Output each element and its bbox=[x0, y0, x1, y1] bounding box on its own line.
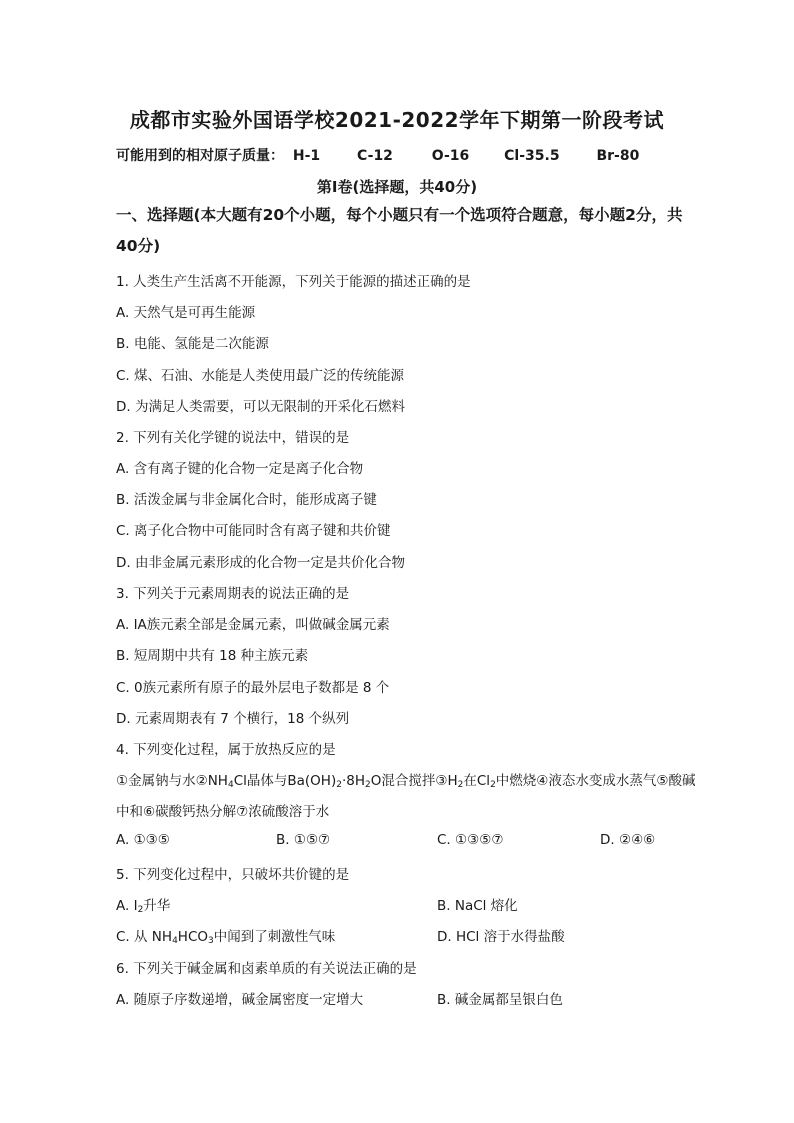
question-1-stem: 1. 人类生产生活离不开能源，下列关于能源的描述正确的是 bbox=[116, 274, 471, 290]
question-4-option-c: C. ①③⑤⑦ bbox=[437, 832, 504, 848]
question-5-option-b: B. NaCl 熔化 bbox=[437, 898, 518, 914]
question-1-option-b: B. 电能、氢能是二次能源 bbox=[116, 336, 269, 352]
question-5-stem: 5. 下列变化过程中，只破坏共价键的是 bbox=[116, 867, 350, 883]
question-3-stem: 3. 下列关于元素周期表的说法正确的是 bbox=[116, 586, 350, 602]
question-4-option-a: A. ①③⑤ bbox=[116, 832, 170, 848]
question-1-option-c: C. 煤、石油、水能是人类使用最广泛的传统能源 bbox=[116, 368, 405, 384]
question-4-items-line-1: ①金属钠与水$②NH_4Cl$晶体与$Ba(OH)_2\cdot 8H_2O$混合搅拌$③H_2$在$Cl_2$中燃烧④液态水变成水蒸气⑤酸碱 bbox=[116, 773, 696, 790]
question-6-option-a: A. 随原子序数递增，碱金属密度一定增大 bbox=[116, 992, 364, 1008]
question-3-option-a: A. IA族元素全部是金属元素，叫做碱金属元素 bbox=[116, 617, 390, 633]
question-3-option-b: B. 短周期中共有 18 种主族元素 bbox=[116, 648, 309, 664]
mass-h: H-1 bbox=[292, 148, 321, 164]
atomic-masses-line bbox=[116, 145, 639, 165]
mass-br: Br-80 bbox=[596, 148, 640, 164]
question-2-option-a: A. 含有离子键的化合物一定是离子化合物 bbox=[116, 461, 364, 477]
mass-c: C-12 bbox=[357, 148, 393, 164]
question-2-option-b: B. 活泼金属与非金属化合时，能形成离子键 bbox=[116, 492, 377, 508]
question-2-option-c: C. 离子化合物中可能同时含有离子键和共价键 bbox=[116, 523, 391, 539]
question-1-option-d: D. 为满足人类需要，可以无限制的开采化石燃料 bbox=[116, 399, 405, 415]
question-4-stem: 4. 下列变化过程，属于放热反应的是 bbox=[116, 742, 336, 758]
question-5-option-a: A. $I_2$升华 bbox=[116, 898, 171, 915]
question-3-option-d: D. 元素周期表有 7 个横行，18 个纵列 bbox=[116, 711, 350, 727]
question-1-option-a: A. 天然气是可再生能源 bbox=[116, 305, 256, 321]
question-4-option-d: D. ②④⑥ bbox=[600, 832, 656, 848]
atomic-masses-label: 可能用到的相对原子质量： bbox=[116, 148, 284, 164]
question-3-option-c: C. 0族元素所有原子的最外层电子数都是 8 个 bbox=[116, 680, 390, 696]
exam-title: 成都市实验外国语学校2021-2022学年下期第一阶段考试 bbox=[129, 108, 665, 132]
question-2-option-d: D. 由非金属元素形成的化合物一定是共价化合物 bbox=[116, 555, 405, 571]
question-4-items-line-2: 中和⑥碳酸钙热分解⑦浓硫酸溶于水 bbox=[116, 804, 330, 820]
question-5-option-c: C. 从 $NH_4HCO_3$中闻到了刺激性气味 bbox=[116, 929, 336, 946]
mass-o: O-16 bbox=[431, 148, 470, 164]
section-title: 第Ⅰ卷(选择题，共40分) bbox=[316, 178, 478, 196]
question-2-stem: 2. 下列有关化学键的说法中，错误的是 bbox=[116, 430, 350, 446]
part-heading: 一、选择题(本大题有20个小题，每个小题只有一个选项符合题意，每小题2分，共40分) bbox=[116, 206, 683, 255]
question-6-option-b: B. 碱金属都呈银白色 bbox=[437, 992, 563, 1008]
question-5-option-d: D. HCl 溶于水得盐酸 bbox=[437, 929, 565, 945]
question-6-stem: 6. 下列关于碱金属和卤素单质的有关说法正确的是 bbox=[116, 961, 417, 977]
question-4-option-b: B. ①⑤⑦ bbox=[276, 832, 331, 848]
mass-cl: Cl-35.5 bbox=[504, 148, 560, 164]
